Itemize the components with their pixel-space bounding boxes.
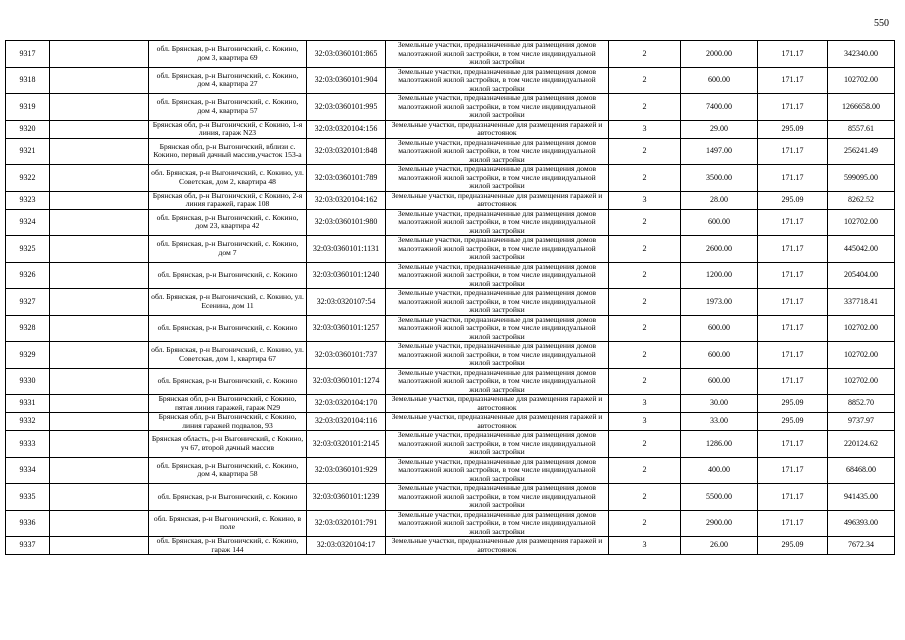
table-row [6,67,895,94]
group-cell: 2 [609,342,681,369]
address-cell: Брянская обл, р-н Выгоничский, с Кокино, линия гаражей подвалов, 93 [149,413,307,431]
specific-value-cell: 171.17 [758,209,828,236]
area-cell: 600.00 [681,342,758,369]
row-number-cell: 9335 [6,484,50,511]
land-register-table [5,40,895,555]
cadastral-value-cell: 337718.41 [828,289,895,316]
blank-cell [50,413,149,431]
specific-value-cell: 171.17 [758,236,828,263]
specific-value-cell: 171.17 [758,368,828,395]
blank-cell [50,262,149,289]
address-cell: обл. Брянская, р-н Выгоничский, с. Кокино, ул. Советская, дом 1, квартира 67 [149,342,307,369]
row-number-cell: 9324 [6,209,50,236]
table-row [6,191,895,209]
address-cell: обл. Брянская, р-н Выгоничский, с. Кокино, дом 4, квартира 57 [149,94,307,121]
land-purpose-cell: Земельные участки, предназначенные для размещения домов малоэтажной жилой застройки, в том числе индивидуальной жилой застройки [386,342,609,369]
specific-value-cell: 171.17 [758,315,828,342]
land-purpose-cell: Земельные участки, предназначенные для размещения домов малоэтажной жилой застройки, в том числе индивидуальной жилой застройки [386,41,609,68]
row-number-cell: 9327 [6,289,50,316]
blank-cell [50,138,149,165]
land-purpose-cell: Земельные участки, предназначенные для размещения домов малоэтажной жилой застройки, в том числе индивидуальной жилой застройки [386,138,609,165]
land-purpose-cell: Земельные участки, предназначенные для размещения домов малоэтажной жилой застройки, в том числе индивидуальной жилой застройки [386,510,609,537]
area-cell: 2000.00 [681,41,758,68]
address-cell: Брянская область, р-н Выгоничский, с Кокино, уч 67, второй дачный массив [149,431,307,458]
cadastral-value-cell: 1266658.00 [828,94,895,121]
blank-cell [50,395,149,413]
address-cell: обл. Брянская, р-н Выгоничский, с. Кокино [149,315,307,342]
cadastral-value-cell: 8262.52 [828,191,895,209]
cadastral-value-cell: 8852.70 [828,395,895,413]
cadastral-value-cell: 102702.00 [828,209,895,236]
row-number-cell: 9334 [6,457,50,484]
group-cell: 3 [609,395,681,413]
land-purpose-cell: Земельные участки, предназначенные для размещения домов малоэтажной жилой застройки, в том числе индивидуальной жилой застройки [386,165,609,192]
blank-cell [50,191,149,209]
group-cell: 2 [609,41,681,68]
cadastral-number-cell: 32:03:0360101:929 [307,457,386,484]
area-cell: 2900.00 [681,510,758,537]
land-purpose-cell: Земельные участки, предназначенные для размещения домов малоэтажной жилой застройки, в том числе индивидуальной жилой застройки [386,94,609,121]
table-row [6,209,895,236]
row-number-cell: 9325 [6,236,50,263]
land-purpose-cell: Земельные участки, предназначенные для размещения гаражей и автостоянок [386,395,609,413]
group-cell: 2 [609,138,681,165]
address-cell: обл. Брянская, р-н Выгоничский, с. Кокино, дом 4, квартира 58 [149,457,307,484]
group-cell: 2 [609,236,681,263]
address-cell: Брянская обл, р-н Выгоничский, с Кокино, пятая линия гаражей, гараж N29 [149,395,307,413]
row-number-cell: 9332 [6,413,50,431]
group-cell: 2 [609,484,681,511]
cadastral-number-cell: 32:03:0320104:17 [307,537,386,555]
cadastral-number-cell: 32:03:0360101:865 [307,41,386,68]
cadastral-number-cell: 32:03:0360101:995 [307,94,386,121]
specific-value-cell: 171.17 [758,484,828,511]
specific-value-cell: 171.17 [758,457,828,484]
specific-value-cell: 295.09 [758,395,828,413]
cadastral-number-cell: 32:03:0320107:54 [307,289,386,316]
cadastral-value-cell: 7672.34 [828,537,895,555]
cadastral-number-cell: 32:03:0320101:791 [307,510,386,537]
cadastral-number-cell: 32:03:0360101:1257 [307,315,386,342]
cadastral-value-cell: 102702.00 [828,342,895,369]
land-purpose-cell: Земельные участки, предназначенные для размещения домов малоэтажной жилой застройки, в том числе индивидуальной жилой застройки [386,431,609,458]
blank-cell [50,315,149,342]
land-purpose-cell: Земельные участки, предназначенные для размещения домов малоэтажной жилой застройки, в том числе индивидуальной жилой застройки [386,209,609,236]
table-row [6,120,895,138]
land-purpose-cell: Земельные участки, предназначенные для размещения гаражей и автостоянок [386,191,609,209]
table-row [6,236,895,263]
group-cell: 2 [609,457,681,484]
cadastral-value-cell: 941435.00 [828,484,895,511]
cadastral-number-cell: 32:03:0360101:737 [307,342,386,369]
cadastral-number-cell: 32:03:0320104:156 [307,120,386,138]
page-number: 550 [874,18,889,29]
blank-cell [50,209,149,236]
row-number-cell: 9326 [6,262,50,289]
area-cell: 600.00 [681,209,758,236]
blank-cell [50,289,149,316]
area-cell: 7400.00 [681,94,758,121]
cadastral-number-cell: 32:03:0320104:162 [307,191,386,209]
group-cell: 3 [609,537,681,555]
area-cell: 400.00 [681,457,758,484]
table-row [6,342,895,369]
area-cell: 30.00 [681,395,758,413]
area-cell: 29.00 [681,120,758,138]
cadastral-value-cell: 205404.00 [828,262,895,289]
group-cell: 2 [609,510,681,537]
row-number-cell: 9328 [6,315,50,342]
address-cell: обл. Брянская, р-н Выгоничский, с. Кокино, дом 4, квартира 27 [149,67,307,94]
table-row [6,510,895,537]
group-cell: 2 [609,289,681,316]
cadastral-number-cell: 32:03:0360101:1131 [307,236,386,263]
cadastral-number-cell: 32:03:0320101:2145 [307,431,386,458]
cadastral-value-cell: 445042.00 [828,236,895,263]
cadastral-number-cell: 32:03:0360101:1274 [307,368,386,395]
address-cell: обл. Брянская, р-н Выгоничский, с. Кокино, дом 3, квартира 69 [149,41,307,68]
row-number-cell: 9318 [6,67,50,94]
address-cell: Брянская обл, р-н Выгоничский, с Кокино, 1-я линия, гараж N23 [149,120,307,138]
table-row [6,165,895,192]
land-purpose-cell: Земельные участки, предназначенные для размещения домов малоэтажной жилой застройки, в том числе индивидуальной жилой застройки [386,67,609,94]
blank-cell [50,120,149,138]
row-number-cell: 9319 [6,94,50,121]
address-cell: обл. Брянская, р-н Выгоничский, с. Кокино [149,368,307,395]
area-cell: 3500.00 [681,165,758,192]
group-cell: 3 [609,191,681,209]
row-number-cell: 9330 [6,368,50,395]
cadastral-value-cell: 68468.00 [828,457,895,484]
row-number-cell: 9317 [6,41,50,68]
land-purpose-cell: Земельные участки, предназначенные для размещения домов малоэтажной жилой застройки, в том числе индивидуальной жилой застройки [386,484,609,511]
table-body [6,41,895,555]
cadastral-value-cell: 599095.00 [828,165,895,192]
group-cell: 2 [609,165,681,192]
cadastral-value-cell: 102702.00 [828,368,895,395]
cadastral-value-cell: 256241.49 [828,138,895,165]
area-cell: 600.00 [681,315,758,342]
land-purpose-cell: Земельные участки, предназначенные для размещения гаражей и автостоянок [386,537,609,555]
table-row [6,94,895,121]
blank-cell [50,165,149,192]
area-cell: 1497.00 [681,138,758,165]
specific-value-cell: 171.17 [758,342,828,369]
row-number-cell: 9336 [6,510,50,537]
area-cell: 26.00 [681,537,758,555]
land-purpose-cell: Земельные участки, предназначенные для размещения гаражей и автостоянок [386,413,609,431]
group-cell: 2 [609,431,681,458]
group-cell: 2 [609,262,681,289]
area-cell: 600.00 [681,67,758,94]
blank-cell [50,41,149,68]
address-cell: Брянская обл, р-н Выгоничский, вблизи с. Кокино, первый дачный массив,участок 153-а [149,138,307,165]
area-cell: 5500.00 [681,484,758,511]
area-cell: 1973.00 [681,289,758,316]
cadastral-number-cell: 32:03:0360101:904 [307,67,386,94]
specific-value-cell: 171.17 [758,431,828,458]
land-purpose-cell: Земельные участки, предназначенные для размещения домов малоэтажной жилой застройки, в том числе индивидуальной жилой застройки [386,289,609,316]
table-row [6,368,895,395]
land-purpose-cell: Земельные участки, предназначенные для размещения домов малоэтажной жилой застройки, в том числе индивидуальной жилой застройки [386,262,609,289]
group-cell: 2 [609,209,681,236]
table-row [6,138,895,165]
address-cell: обл. Брянская, р-н Выгоничский, с. Кокино, ул. Советская, дом 2, квартира 48 [149,165,307,192]
specific-value-cell: 171.17 [758,165,828,192]
area-cell: 28.00 [681,191,758,209]
blank-cell [50,431,149,458]
area-cell: 1200.00 [681,262,758,289]
address-cell: обл. Брянская, р-н Выгоничский, с. Кокино, ул. Есенина, дом 11 [149,289,307,316]
row-number-cell: 9329 [6,342,50,369]
specific-value-cell: 295.09 [758,120,828,138]
specific-value-cell: 171.17 [758,289,828,316]
area-cell: 33.00 [681,413,758,431]
land-purpose-cell: Земельные участки, предназначенные для размещения гаражей и автостоянок [386,120,609,138]
specific-value-cell: 171.17 [758,94,828,121]
blank-cell [50,510,149,537]
specific-value-cell: 295.09 [758,191,828,209]
table-row [6,484,895,511]
land-purpose-cell: Земельные участки, предназначенные для размещения домов малоэтажной жилой застройки, в том числе индивидуальной жилой застройки [386,368,609,395]
blank-cell [50,537,149,555]
group-cell: 2 [609,315,681,342]
address-cell: обл. Брянская, р-н Выгоничский, с. Кокино, в поле [149,510,307,537]
cadastral-number-cell: 32:03:0320104:170 [307,395,386,413]
address-cell: обл. Брянская, р-н Выгоничский, с. Кокино, дом 23, квартира 42 [149,209,307,236]
cadastral-value-cell: 102702.00 [828,315,895,342]
cadastral-number-cell: 32:03:0360101:789 [307,165,386,192]
table-row [6,413,895,431]
blank-cell [50,484,149,511]
blank-cell [50,236,149,263]
land-purpose-cell: Земельные участки, предназначенные для размещения домов малоэтажной жилой застройки, в том числе индивидуальной жилой застройки [386,236,609,263]
specific-value-cell: 171.17 [758,510,828,537]
table-row [6,395,895,413]
group-cell: 2 [609,94,681,121]
area-cell: 600.00 [681,368,758,395]
row-number-cell: 9331 [6,395,50,413]
group-cell: 2 [609,67,681,94]
blank-cell [50,94,149,121]
area-cell: 2600.00 [681,236,758,263]
address-cell: обл. Брянская, р-н Выгоничский, с. Кокино [149,262,307,289]
row-number-cell: 9337 [6,537,50,555]
specific-value-cell: 295.09 [758,537,828,555]
group-cell: 3 [609,413,681,431]
table-row [6,315,895,342]
row-number-cell: 9333 [6,431,50,458]
land-purpose-cell: Земельные участки, предназначенные для размещения домов малоэтажной жилой застройки, в том числе индивидуальной жилой застройки [386,457,609,484]
cadastral-number-cell: 32:03:0360101:980 [307,209,386,236]
cadastral-value-cell: 9737.97 [828,413,895,431]
address-cell: обл. Брянская, р-н Выгоничский, с. Кокино, дом 7 [149,236,307,263]
table-row [6,289,895,316]
cadastral-number-cell: 32:03:0320101:848 [307,138,386,165]
cadastral-number-cell: 32:03:0360101:1239 [307,484,386,511]
table-row [6,457,895,484]
cadastral-value-cell: 220124.62 [828,431,895,458]
cadastral-number-cell: 32:03:0320104:116 [307,413,386,431]
table-row [6,262,895,289]
specific-value-cell: 171.17 [758,262,828,289]
cadastral-number-cell: 32:03:0360101:1240 [307,262,386,289]
group-cell: 3 [609,120,681,138]
row-number-cell: 9321 [6,138,50,165]
cadastral-value-cell: 102702.00 [828,67,895,94]
blank-cell [50,457,149,484]
group-cell: 2 [609,368,681,395]
row-number-cell: 9323 [6,191,50,209]
table-row [6,41,895,68]
row-number-cell: 9322 [6,165,50,192]
blank-cell [50,342,149,369]
area-cell: 1286.00 [681,431,758,458]
address-cell: обл. Брянская, р-н Выгоничский, с. Кокино, гараж 144 [149,537,307,555]
cadastral-value-cell: 496393.00 [828,510,895,537]
blank-cell [50,67,149,94]
specific-value-cell: 171.17 [758,67,828,94]
row-number-cell: 9320 [6,120,50,138]
blank-cell [50,368,149,395]
cadastral-value-cell: 342340.00 [828,41,895,68]
specific-value-cell: 171.17 [758,41,828,68]
address-cell: обл. Брянская, р-н Выгоничский, с. Кокино [149,484,307,511]
land-purpose-cell: Земельные участки, предназначенные для размещения домов малоэтажной жилой застройки, в том числе индивидуальной жилой застройки [386,315,609,342]
specific-value-cell: 295.09 [758,413,828,431]
table-row [6,431,895,458]
cadastral-value-cell: 8557.61 [828,120,895,138]
specific-value-cell: 171.17 [758,138,828,165]
address-cell: Брянская обл, р-н Выгоничский, с Кокино, 2-я линия гаражей, гараж 108 [149,191,307,209]
table-row [6,537,895,555]
